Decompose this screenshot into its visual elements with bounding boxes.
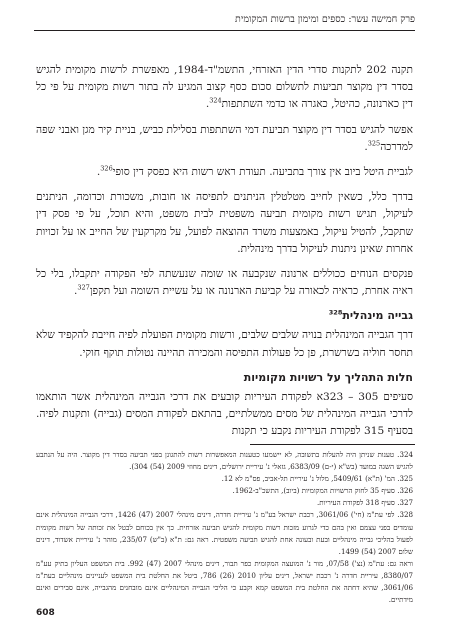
footnote-328-continued: וראה גם: עת"מ (נצ') 07/58, מור נ' המועצה המקומית כפר תבור, דינים מינהלי 2007 (47) 992. בית המשפט העליון בתיק עע"מ 8380/07, עיריית חדרה נ' רכבת ישראל, דינים עליון 2010 (26) 786, ביטל את החלטת בית המשפט לעניינים מינהליים בעת"מ 3061/06, שהיא דחתה את החלטת בית המשפט קמא וקבע כי הליכי הגבייה המינהליים אינם מובחנים מהגבייה, אינם סבירים ואינם מידתיים.	[36, 558, 413, 605]
paragraph-2: אפשר להגיש בסדר דין מקוצר תביעת דמי השתתפות בסלילת כביש, בניית קיר מגן ואבני שפה למדרכה$^{325}$.	[36, 123, 413, 153]
paragraph-4	[36, 189, 413, 258]
footnote-325: 325. המ' (ת"א) 5409/61, מלול נ' עיריית תל-אביב, פס"מ לא 12.	[221, 474, 413, 484]
footnote-rule	[250, 444, 415, 445]
section-heading-administrative-collection: גבייה מינהלית$^{328}$	[328, 308, 413, 323]
body-text	[36, 62, 413, 448]
paragraph-text: אפשר להגיש בסדר דין מקוצר תביעת דמי השתתפות בסלילת כביש, בניית קיר מגן ואבני שפה למדרכה	[36, 123, 413, 153]
footnote-ref[interactable]: 324	[209, 96, 222, 105]
header-rule	[34, 30, 415, 31]
footnote-327: 327. סעיף 318 לפקודת העיריות.	[316, 498, 413, 508]
footnote-328: 328. לפי עת"מ (חי') 3061/06, רכבת ישראל בע"מ נ' עיריית חדרה, דינים מינהלי 2007 (47) 1426, דרכי הגבייה המינהלית אינם עומדים בפני עצמם ואין בהם כדי לגרוע מזכות רשות מקומית להגיש תביעה אזרחית. כך אין בכוחם לבטל את זכותה של רשות מקומית לפעול בהליכי גבייה מינהליים ובעת ובעונה אחת להגיש תביעה משפטית. ראה גם: ת"א (ב"ש) 235/07, מוהר נ' עיריית אשדוד, דינים שלום 2007 (54) 1499.	[36, 510, 413, 556]
paragraph-text: פנקסים הנוחים ככוללים ארנונה שנקבעה או שומה שנעשתה לפי הפקודה יתקבלו, בלי כל ראיה אחרת, כראיה לכאורה על קביעת הארנונה או על עשיית השומה ועל תקפן	[36, 268, 413, 298]
paragraph-1: תקנה 202 לתקנות סדרי הדין האזרחי, התשמ"ד-1984, מאפשרת לרשות מקומית להגיש בסדר דין מקוצר תביעות לתשלום סכום כסף קצוב המגיע לה בתור רשות מקומית על פי כל דין כארנונה, כהיטל, כאגרה או כדמי השתתפות$^{324}$.	[36, 64, 413, 111]
footnote-326: 326. סעיף 35 לחוק הרשויות המקומיות (ביוב), התשכ"ב-1962.	[232, 486, 413, 496]
paragraph-text: בדרך כלל, כשאין לחייב מטלטלין הניתנים לתפיסה או חובות, משכורת וכדומה, הניתנים לעיקול, תגיש רשות מקומית תביעה משפטית לבית משפט, והיא תוכל, על פי פסק דין שתקבל, להטיל עיקול, באמצעות משרד ההוצאה לפועל, על מקרקעין של החייב או על זכויות אחרות שאינן ניתנות לעיקול בדרך מינהלית.	[36, 191, 413, 255]
footnote-ref[interactable]: 327	[77, 283, 90, 292]
footnote-ref[interactable]: 326	[100, 164, 113, 173]
paragraph-text: תקנה 202 לתקנות סדרי הדין האזרחי, התשמ"ד-1984, מאפשרת לרשות מקומית להגיש בסדר דין מקוצר תביעות לתשלום סכום כסף קצוב המגיע לה בתור רשות מקומית על פי כל דין כארנונה, כהיטל, כאגרה או כדמי השתתפות	[36, 64, 413, 111]
paragraph-3: לגביית היטל ביוב אין צורך בתביעה. תעודת ראש רשות היא כפסק דין סופי$^{326}$.	[96, 164, 413, 179]
section-paragraph: דרך הגבייה המינהלית בנויה שלבים שלבים, ורשות מקומית הפועלת לפיה חייבת להקפיד שלא תחסר חוליה בשרשרת, פן כל פעולות התפיסה והמכירה תהיינה נטולות תוקף חוקי.	[36, 329, 413, 359]
paragraph-text: לגביית היטל ביוב אין צורך בתביעה. תעודת ראש רשות היא כפסק דין סופי	[112, 166, 413, 179]
footnote-ref[interactable]: 325	[367, 139, 381, 148]
paragraph-5: פנקסים הנוחים ככוללים ארנונה שנקבעה או שומה שנעשתה לפי הפקודה יתקבלו, בלי כל ראיה אחרת, כראיה לכאורה על קביעת הארנונה או על עשיית השומה ועל תקפן$^{327}$.	[36, 268, 413, 298]
running-head: פרק חמישה עשר: כספים ומימון ברשות המקומית	[235, 14, 415, 25]
page-number: 608	[36, 608, 55, 618]
footnotes	[36, 449, 413, 606]
section-heading-applicability: חלות התהליך על רשויות מקומיות	[243, 370, 413, 384]
footnote-324: 324. טענות שניתן היה להעלות בתשובה, לא יישמעו כטענות המאפשרות רשות להתגונן בפני תביעה בסדר דין מקוצר. היה על הנתבע להגיש השגה במועד (בש"א (י-ם) 6383/09, גזאלי נ' עיריית ירושלים, דינים מחוזי 2009 (54) 304).	[36, 450, 413, 472]
footnote-ref[interactable]: 328	[328, 308, 343, 317]
section-paragraph: סעיפים 305 – 323א לפקודת העיריות קובעים את דרכי הגבייה המינהלית אשר הותאמו לדרכי הגבייה המינהלית של מסים ממשלתיים, בהתאם לפקודת המסים (גבייה) ותקנות לפיה. בסעיף 315 לפקודת העיריות נקבע כי תקנות	[36, 390, 413, 438]
